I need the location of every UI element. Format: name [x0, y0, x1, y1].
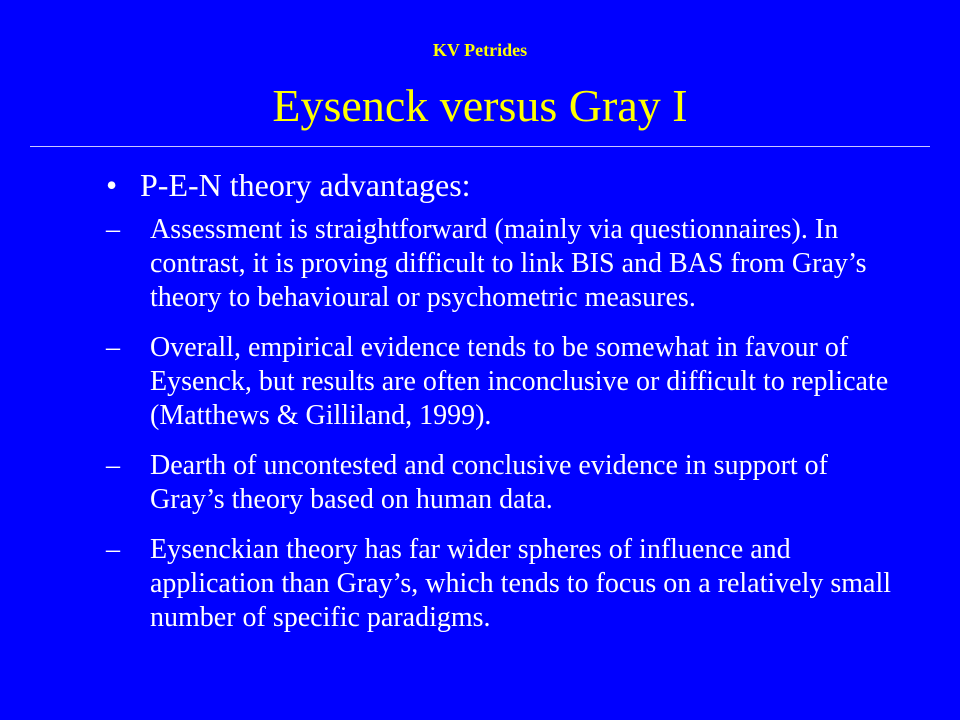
sub-point-text: Eysenckian theory has far wider spheres of influence and application than Gray’s, which tends to focus on a relatively small number of specific paradigms. — [150, 534, 892, 633]
title-divider — [30, 146, 930, 147]
sub-point-2 — [106, 331, 896, 433]
slide-content — [106, 165, 896, 635]
bullet-main-point — [106, 165, 896, 205]
sub-point-3 — [106, 449, 896, 517]
sub-point-text: Assessment is straightforward (mainly via questionnaires). In contrast, it is proving difficult to link BIS and BAS from Gray’s theory to behavioural or psychometric measures. — [150, 214, 867, 313]
dash-icon: – — [106, 214, 120, 245]
sub-point-text: Dearth of uncontested and conclusive evidence in support of Gray’s theory based on human data. — [150, 450, 829, 515]
dash-icon: – — [106, 450, 120, 481]
sub-point-1 — [106, 213, 896, 315]
bullet-icon: • — [106, 167, 118, 203]
sub-point-list — [106, 213, 896, 635]
sub-point-text: Overall, empirical evidence tends to be somewhat in favour of Eysenck, but results are often inconclusive or difficult to replicate (Matthews & Gilliland, 1999). — [150, 332, 889, 431]
sub-point-4 — [106, 533, 896, 635]
author-label: KV Petrides — [432, 40, 528, 60]
main-point-text: P-E-N theory advantages: — [140, 167, 471, 203]
slide-title: Eysenck versus Gray I — [272, 80, 688, 131]
dash-icon: – — [106, 332, 120, 363]
dash-icon: – — [106, 534, 120, 565]
